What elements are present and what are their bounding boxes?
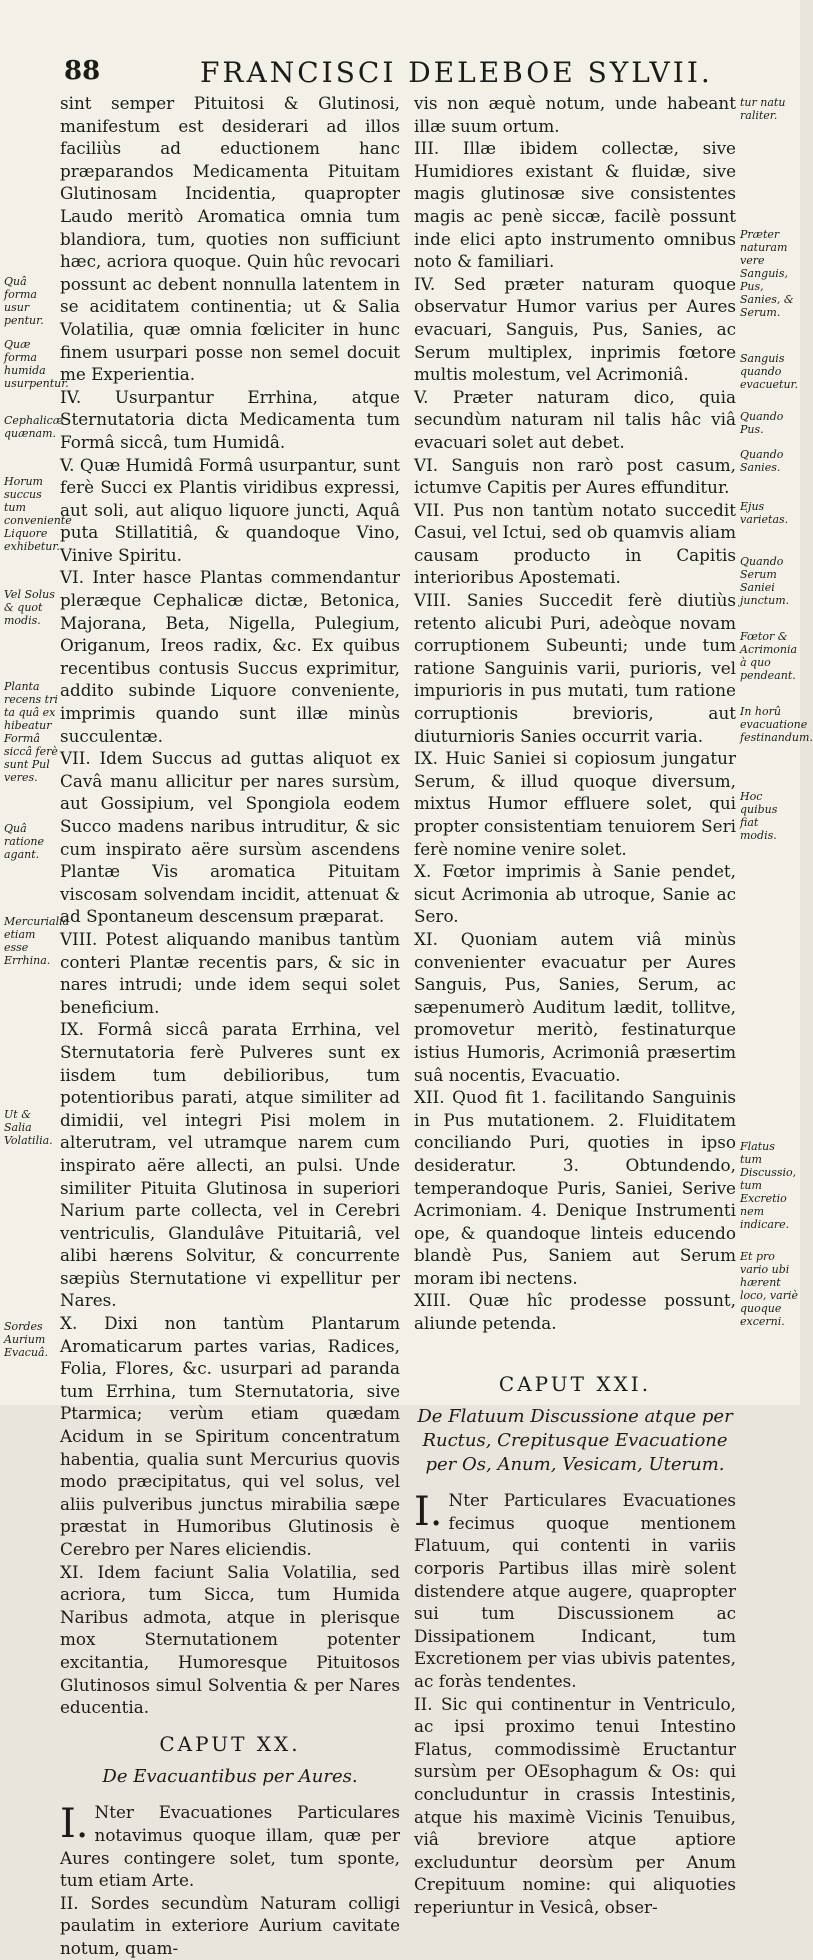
paragraph: X. Fœtor imprimis à Sanie pendet, sicut Acrimonia ab utroque, Sanie ac Sero. bbox=[414, 861, 736, 927]
chapter-subtitle: De Evacuantibus per Aures. bbox=[102, 1766, 358, 1788]
margin-note: Vel Solus & quot modis. bbox=[4, 588, 55, 627]
margin-note: Mercurialia etiam esse Errhina. bbox=[4, 915, 70, 967]
paragraph: IX. Formâ siccâ parata Errhina, vel Sternutatoria ferè Pulveres sunt ex iisdem tum debilioribus, tum potentioribus parati, atque similiter ad dimidii, vel integri Pisi molem in alterutram, vel utramque narem cum inspirato aëre allecti, an pulsi. Unde similiter Pituita Glutinosa in superiori Narium parte collecta, vel in Cerebri ventriculis, Glandulâve Pituitariâ, vel alibi hærens Solvitur, & concurrente sæpiùs Sternutatione vi expellitur per Nares. bbox=[60, 1019, 400, 1311]
margin-note: Et pro vario ubi hærent loco, variè quoque excerni. bbox=[740, 1250, 798, 1328]
chapter-paragraph: II. Sordes secundùm Naturam colligi paulatim in exteriore Aurium cavitate notum, quam- bbox=[60, 1892, 400, 1958]
left-column bbox=[60, 92, 400, 1960]
margin-note: Planta recens tri ta quâ ex hibeatur Formâ siccâ ferè sunt Pul veres. bbox=[4, 680, 58, 784]
paragraph: IV. Usurpantur Errhina, atque Sternutatoria dicta Medicamenta tum Formâ siccâ, tum Humidâ. bbox=[60, 386, 400, 452]
margin-note: Quâ forma usur pentur. bbox=[4, 275, 44, 327]
chapter-title: CAPUT XXI. bbox=[498, 1371, 652, 1396]
right-column bbox=[414, 92, 736, 1919]
margin-note: Quæ forma humida usurpentur. bbox=[4, 338, 69, 390]
paragraph: VIII. Potest aliquando manibus tantùm conteri Plantæ recentis pars, & sic in nares intrudi; unde idem sequi solet beneficium. bbox=[60, 928, 400, 1017]
margin-note: Quando Serum Saniei junctum. bbox=[740, 555, 790, 607]
paragraph: XII. Quod fit 1. facilitando Sanguinis in Pus mutationem. 2. Fluiditatem conciliando Puri, quoties in ipso desideratur. 3. Obtundendo, temperandoque Puris, Saniei, Serive Acrimoniam. 4. Denique Instrumenti ope, & quandoque linteis educendo blandè Pus, Saniem aut Serum moram ibi nectens. bbox=[414, 1087, 736, 1288]
margin-note: tur natu raliter. bbox=[740, 96, 786, 122]
margin-note: Cephalicæ quænam. bbox=[4, 414, 64, 440]
margin-note: Hoc quibus fiat modis. bbox=[740, 790, 778, 842]
paragraph: vis non æquè notum, unde habeant illæ suum ortum. bbox=[414, 93, 736, 136]
paragraph: VI. Inter hasce Plantas commendantur pleræque Cephalicæ dictæ, Betonica, Majorana, Beta, Nigella, Pulegium, Origanum, Ireos radix, &c. Ex quibus recentibus contusis Succus exprimitur, addito subinde Liquore conveniente, imprimis quando sunt illæ minùs succulentæ. bbox=[60, 567, 400, 746]
margin-note: Quando Pus. bbox=[740, 410, 784, 436]
paragraph: VII. Pus non tantùm notato succedit Casui, vel Ictui, sed ob quamvis aliam causam producto in Capitis interioribus Apostemati. bbox=[414, 499, 736, 588]
paragraph: X. Dixi non tantùm Plantarum Aromaticarum partes varias, Radices, Folia, Flores, &c. usurpari ad paranda tum Errhina, tum Sternutatoria, sive Ptarmica; verùm etiam quædam Acidum in se Spiritum concentratum habentia, qualia sunt Mercurius quovis modo præcipitatus, qui vel solus, vel aliis pulveribus junctus mirabilia sæpe præstat in Humoribus Glutinosis è Cerebro per Nares eliciendis. bbox=[60, 1313, 400, 1559]
margin-note: Horum succus tum conveniente Liquore exhibetur. bbox=[4, 475, 72, 553]
paragraph: XI. Idem faciunt Salia Volatilia, sed acriora, tum Sicca, tum Humida Naribus admota, atque in plerisque mox Sternutationem potenter excitantia, Humoresque Pituitosos Glutinosos simul Solventia & per Nares educentia. bbox=[60, 1561, 400, 1718]
paragraph: VIII. Sanies Succedit ferè diutiùs retento alicubi Puri, adeòque novam corruptionem Subeunti; unde tum ratione Sanguinis varii, purioris, vel impurioris in pus mutati, tum ratione corruptionis brevioris, aut diuturnioris Sanies occurrit varia. bbox=[414, 590, 736, 746]
chapter-paragraph: I.Nter Particulares Evacuationes fecimus quoque mentionem Flatuum, qui contenti in variis corporis Partibus illas mirè solent distendere atque augere, quapropter sui tum Discussionem ac Dissipationem Indicant, tum Excretionem per vias ubivis patentes, ac foràs tendentes. bbox=[414, 1489, 736, 1691]
page-number: 88 bbox=[64, 56, 101, 86]
paragraph: IV. Sed præter naturam quoque observatur Humor varius per Aures evacuari, Sanguis, Pus, Sanies, ac Serum multiplex, inprimis fœtore multis molestum, vel Acrimoniâ. bbox=[414, 273, 736, 385]
paragraph: V. Præter naturam dico, quia secundùm naturam nil talis hâc viâ evacuari solet aut debet. bbox=[414, 386, 736, 452]
margin-note: Quando Sanies. bbox=[740, 448, 784, 474]
margin-note: Quâ ratione agant. bbox=[4, 822, 44, 861]
margin-note: In horû evacuatione festinandum. bbox=[740, 705, 813, 744]
paragraph: III. Illæ ibidem collectæ, sive Humidiores existant & fluidæ, sive magis glutinosæ sive consistentes magis ac penè siccæ, facilè possunt inde elici apto instrumento omnibus noto & familiari. bbox=[414, 138, 736, 272]
paragraph: XIII. Quæ hîc prodesse possunt, aliunde petenda. bbox=[414, 1290, 736, 1334]
paragraph: sint semper Pituitosi & Glutinosi, manifestum est desiderari ad illos faciliùs ad eductionem hanc præparandos Medicamenta Pituitam Glutinosam Incidentia, quapropter Laudo meritò Aromatica omnia tum blandiora, tum, quoties non sufficiunt hæc, acriora quoque. Quin hûc revocari possunt ac debent nonnulla latentem in se aciditatem continentia; ut & Salia Volatilia, quæ omnia fœliciter in hunc finem usurpari posse non semel docuit me Experientia. bbox=[60, 93, 400, 385]
margin-note: Præter naturam vere Sanguis, Pus, Sanies, & Serum. bbox=[740, 228, 794, 319]
page-header bbox=[0, 56, 800, 92]
margin-note: Fœtor & Acrimonia à quo pendeant. bbox=[740, 630, 798, 682]
margin-note: Flatus tum Discussio, tum Excretio nem indicare. bbox=[740, 1140, 797, 1231]
margin-note: Sanguis quando evacuetur. bbox=[740, 352, 799, 391]
paragraph: XI. Quoniam autem viâ minùs convenienter evacuatur per Aures Sanguis, Pus, Sanies, Serum, ac sæpenumerò Auditum lædit, tollitve, promovetur meritò, festinaturque istius Humoris, Acrimoniâ præsertim suâ nocentis, Evacuatio. bbox=[414, 928, 736, 1085]
margin-note: Ejus varietas. bbox=[740, 500, 789, 526]
chapter-paragraph: I.Nter Evacuationes Particulares notavimus quoque illam, quæ per Aures contingere solet, tum sponte, tum etiam Arte. bbox=[60, 1801, 400, 1891]
paragraph: V. Quæ Humidâ Formâ usurpantur, sunt ferè Succi ex Plantis viridibus expressi, aut soli, aut aliquo liquore juncti, Aquâ puta Stillatitiâ, & quandoque Vino, Vinive Spiritu. bbox=[60, 454, 400, 565]
paragraph: VI. Sanguis non rarò post casum, ictumve Capitis per Aures effunditur. bbox=[414, 454, 736, 498]
paragraph: IX. Huic Saniei si copiosum jungatur Serum, & illud quoque diversum, mixtus Humor effluere solet, qui propter consistentiam tenuiorem Seri ferè nomine venire solet. bbox=[414, 748, 736, 859]
margin-note: Ut & Salia Volatilia. bbox=[4, 1108, 53, 1147]
chapter-subtitle: De Flatuum Discussione atque per Ructus, Crepitusque Evacuatione per Os, Anum, Vesicam, Uterum. bbox=[417, 1406, 733, 1476]
chapter-paragraph: II. Sic qui continentur in Ventriculo, ac ipsi proximo tenui Intestino Flatus, commodissimè Eructantur sursùm per OEsophagum & Os: qui concluduntur in crassis Intestinis, atque his maximè Vicinis Tenuibus, viâ breviore atque aptiore excluduntur deorsùm per Anum Crepituum nomine: qui aliquoties reperiuntur in Vesicâ, obser- bbox=[414, 1693, 736, 1917]
paragraph: VII. Idem Succus ad guttas aliquot ex Cavâ manu allicitur per nares sursùm, aut Gossipium, vel Spongiola eodem Succo madens naribus intruditur, & sic cum inspirato aëre sursùm ascendens Plantæ Vis aromatica Pituitam viscosam solvendam incidit, attenuat & ad Spontaneum descensum præparat. bbox=[60, 748, 400, 927]
chapter-title: CAPUT XX. bbox=[159, 1731, 301, 1756]
running-head: FRANCISCI DELEBOE SYLVII. bbox=[200, 56, 713, 89]
margin-note: Sordes Aurium Evacuâ. bbox=[4, 1320, 49, 1359]
